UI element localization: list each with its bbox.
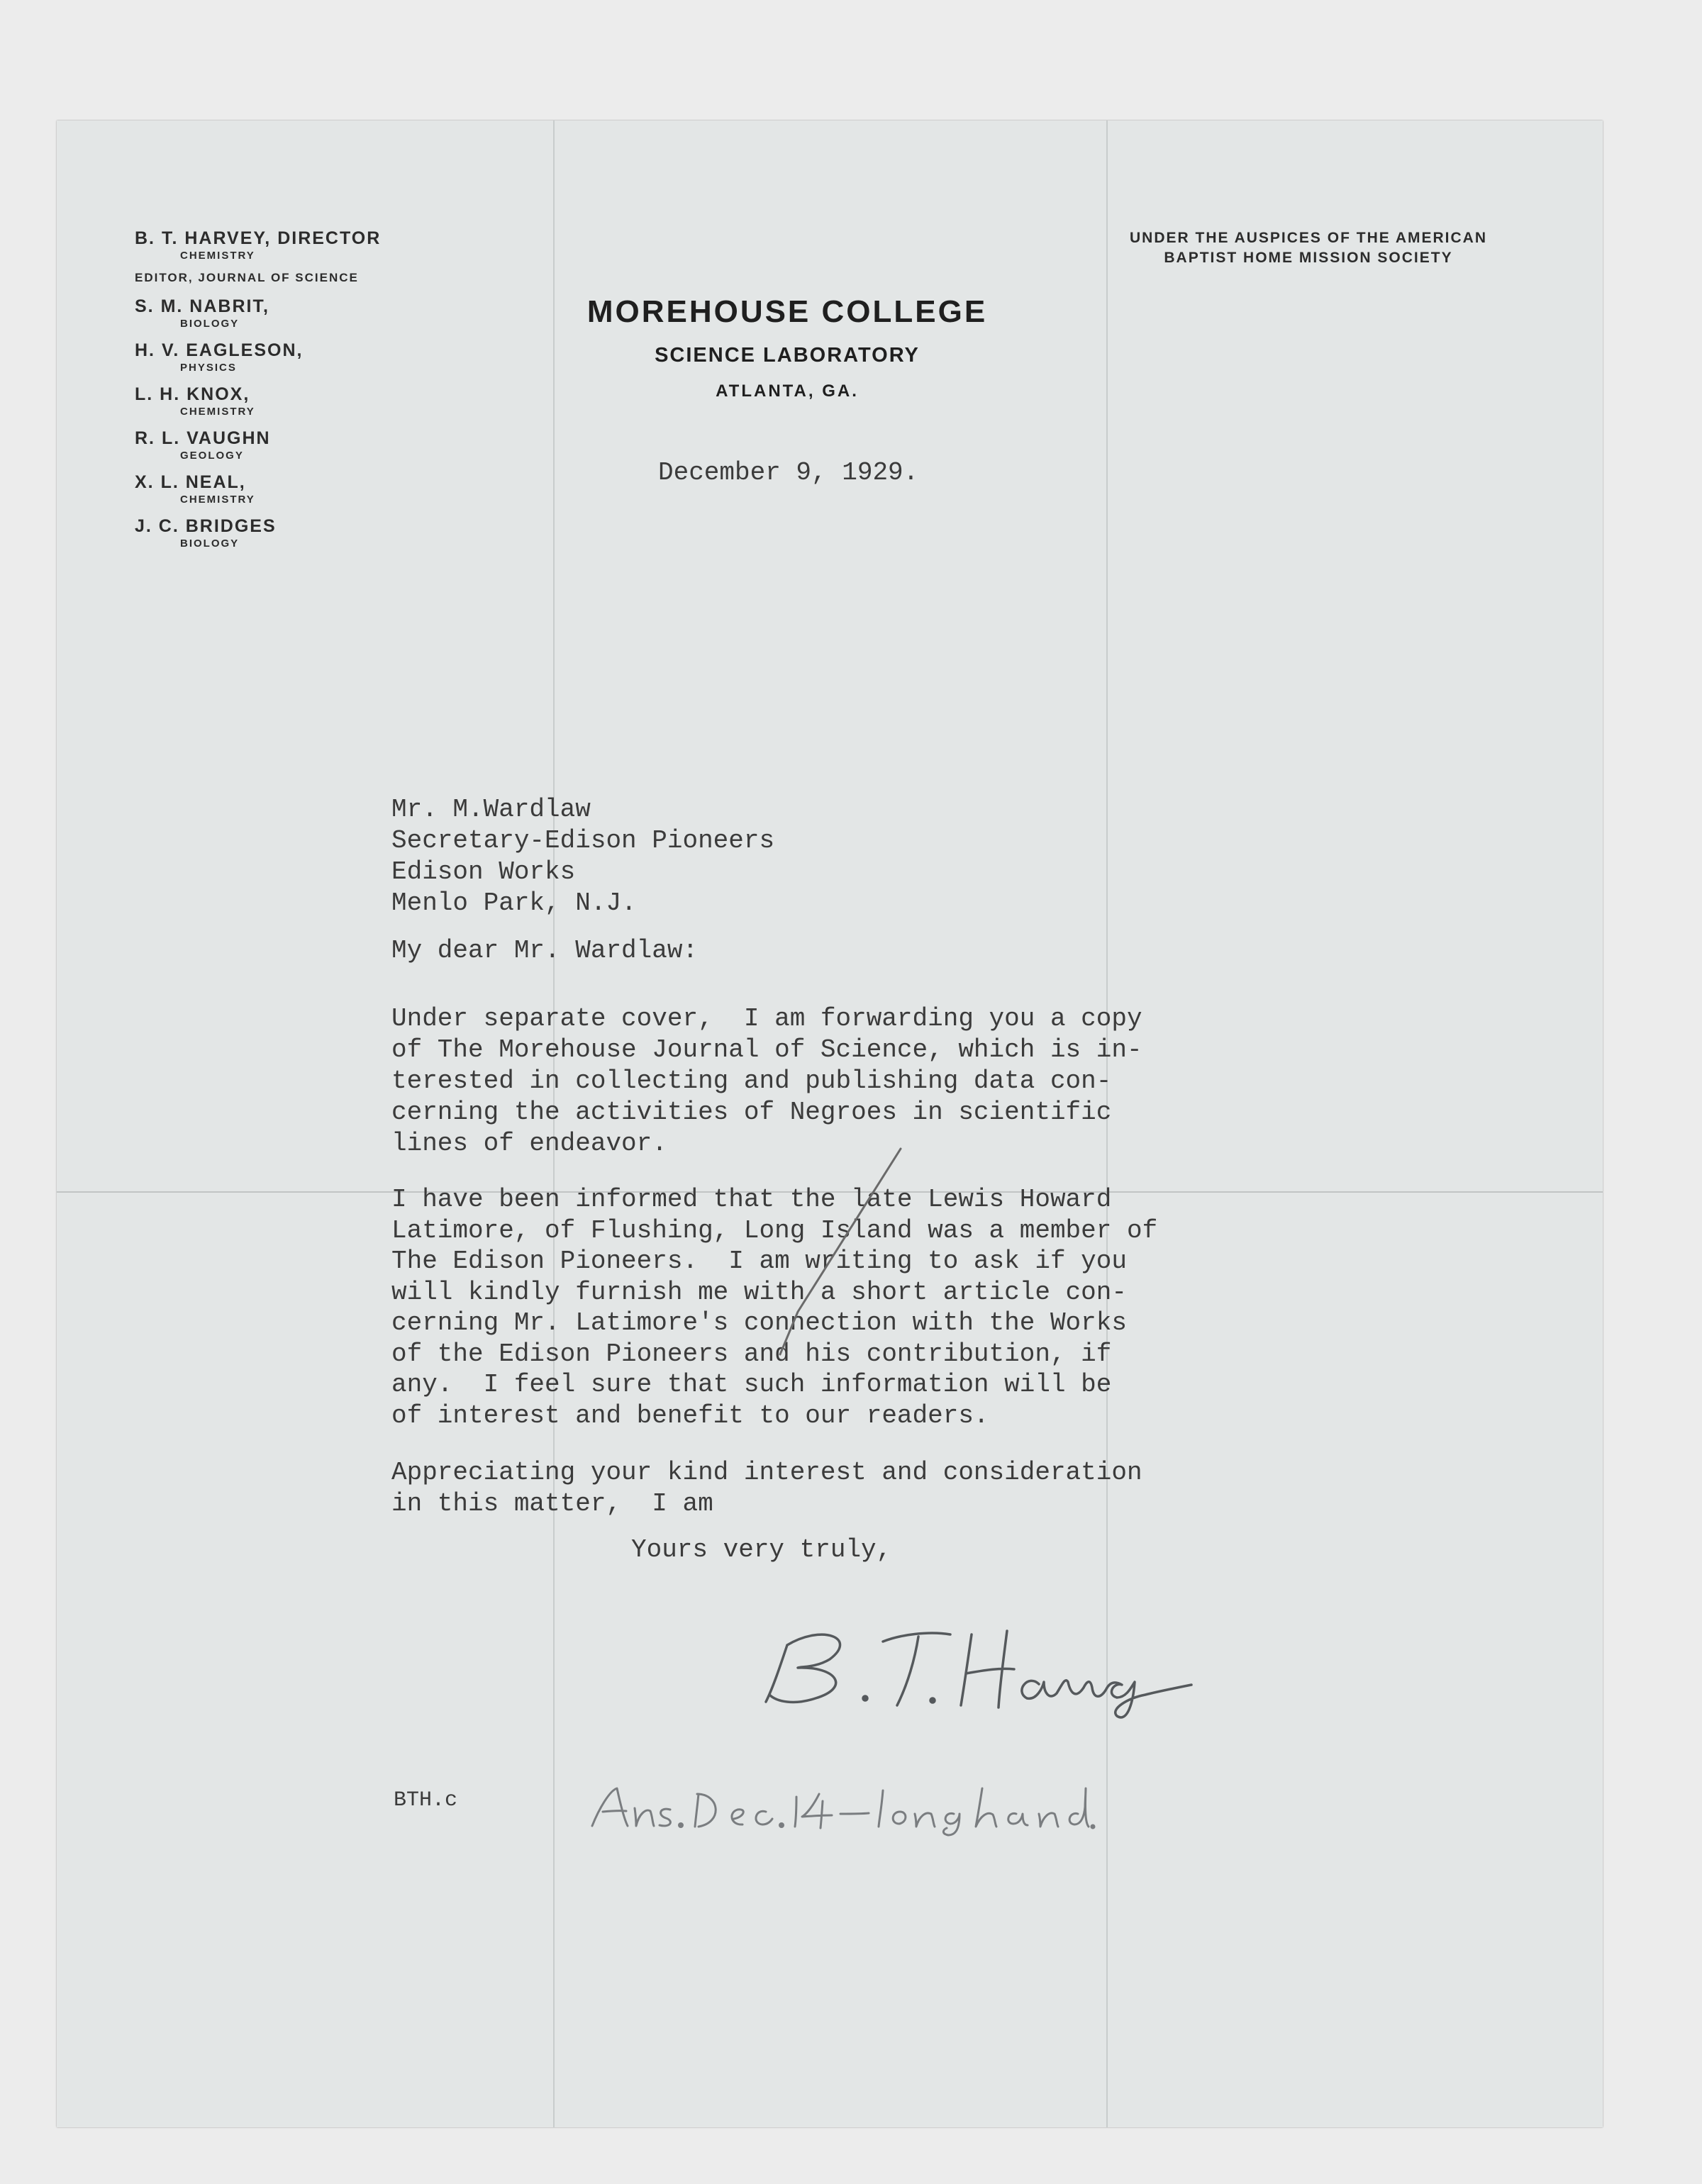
masthead [496,294,1078,401]
staff-name: J. C. BRIDGES [135,516,277,536]
staff-list [135,227,381,559]
text-line: of interest and benefit to our readers. [391,1400,989,1430]
recipient-address [391,794,774,919]
staff-dept: PHYSICS [180,362,237,374]
text-line: Appreciating your kind interest and consideration [391,1458,1142,1487]
text-line: will kindly furnish me with a short article con- [391,1277,1127,1307]
text-line: I have been informed that the late Lewis Howard [391,1185,1112,1214]
city: ATLANTA, GA. [716,381,859,401]
staff-entry [135,427,381,462]
lab-name: SCIENCE LABORATORY [655,344,920,367]
staff-name: L. H. KNOX, [135,384,250,404]
auspices-note [1089,228,1528,268]
text-line: terested in collecting and publishing data con- [391,1066,1112,1096]
editor-line: EDITOR, JOURNAL OF SCIENCE [135,271,359,284]
staff-name: R. L. VAUGHN [135,428,271,448]
signature [759,1617,1198,1723]
staff-name: H. V. EAGLESON, [135,340,304,360]
staff-dept: CHEMISTRY [180,250,255,262]
college-name: MOREHOUSE COLLEGE [586,294,988,329]
letter-date: December 9, 1929. [658,458,919,487]
text-line: Latimore, of Flushing, Long Island was a member of [391,1215,1158,1245]
text-line: lines of endeavor. [391,1129,667,1158]
staff-entry [135,383,381,418]
paragraph-1 [391,1003,1142,1159]
text-line: cerning Mr. Latimore's connection with the Works [391,1308,1127,1337]
staff-name: X. L. NEAL, [135,472,246,492]
text-line: The Edison Pioneers. I am writing to ask if you [391,1247,1127,1276]
staff-dept: BIOLOGY [180,537,240,550]
letter-paper [57,121,1603,2127]
text-line: in this matter, I am [391,1489,713,1518]
closing: Yours very truly, [631,1535,892,1564]
staff-name: B. T. HARVEY, DIRECTOR [135,228,382,248]
staff-entry [135,515,381,550]
text-line: of The Morehouse Journal of Science, which is in- [391,1035,1142,1064]
staff-name: S. M. NABRIT, [135,296,269,316]
staff-entry [135,339,381,374]
auspices-line: BAPTIST HOME MISSION SOCIETY [1164,250,1453,266]
pencil-annotation [585,1780,1096,1837]
text-line: any. I feel sure that such information will be [391,1370,1112,1399]
typist-initials: BTH.c [394,1788,458,1812]
staff-dept: CHEMISTRY [180,494,255,506]
salutation: My dear Mr. Wardlaw: [391,936,699,965]
text-line: Under separate cover, I am forwarding you a copy [391,1004,1142,1033]
text-line: of the Edison Pioneers and his contribution, if [391,1339,1112,1369]
staff-dept: CHEMISTRY [180,406,255,418]
auspices-line: UNDER THE AUSPICES OF THE AMERICAN [1130,230,1487,246]
staff-dept: GEOLOGY [180,450,244,462]
staff-entry [135,471,381,506]
staff-entry [135,295,381,330]
address-line: Edison Works [391,857,576,886]
address-line: Mr. M.Wardlaw [391,795,591,824]
pencil-checkmark [766,1142,908,1376]
text-line: cerning the activities of Negroes in scientific [391,1098,1112,1127]
address-line: Secretary-Edison Pioneers [391,826,775,855]
staff-dept: BIOLOGY [180,318,240,330]
paragraph-3 [391,1457,1142,1520]
address-line: Menlo Park, N.J. [391,888,637,918]
staff-entry [135,227,381,262]
